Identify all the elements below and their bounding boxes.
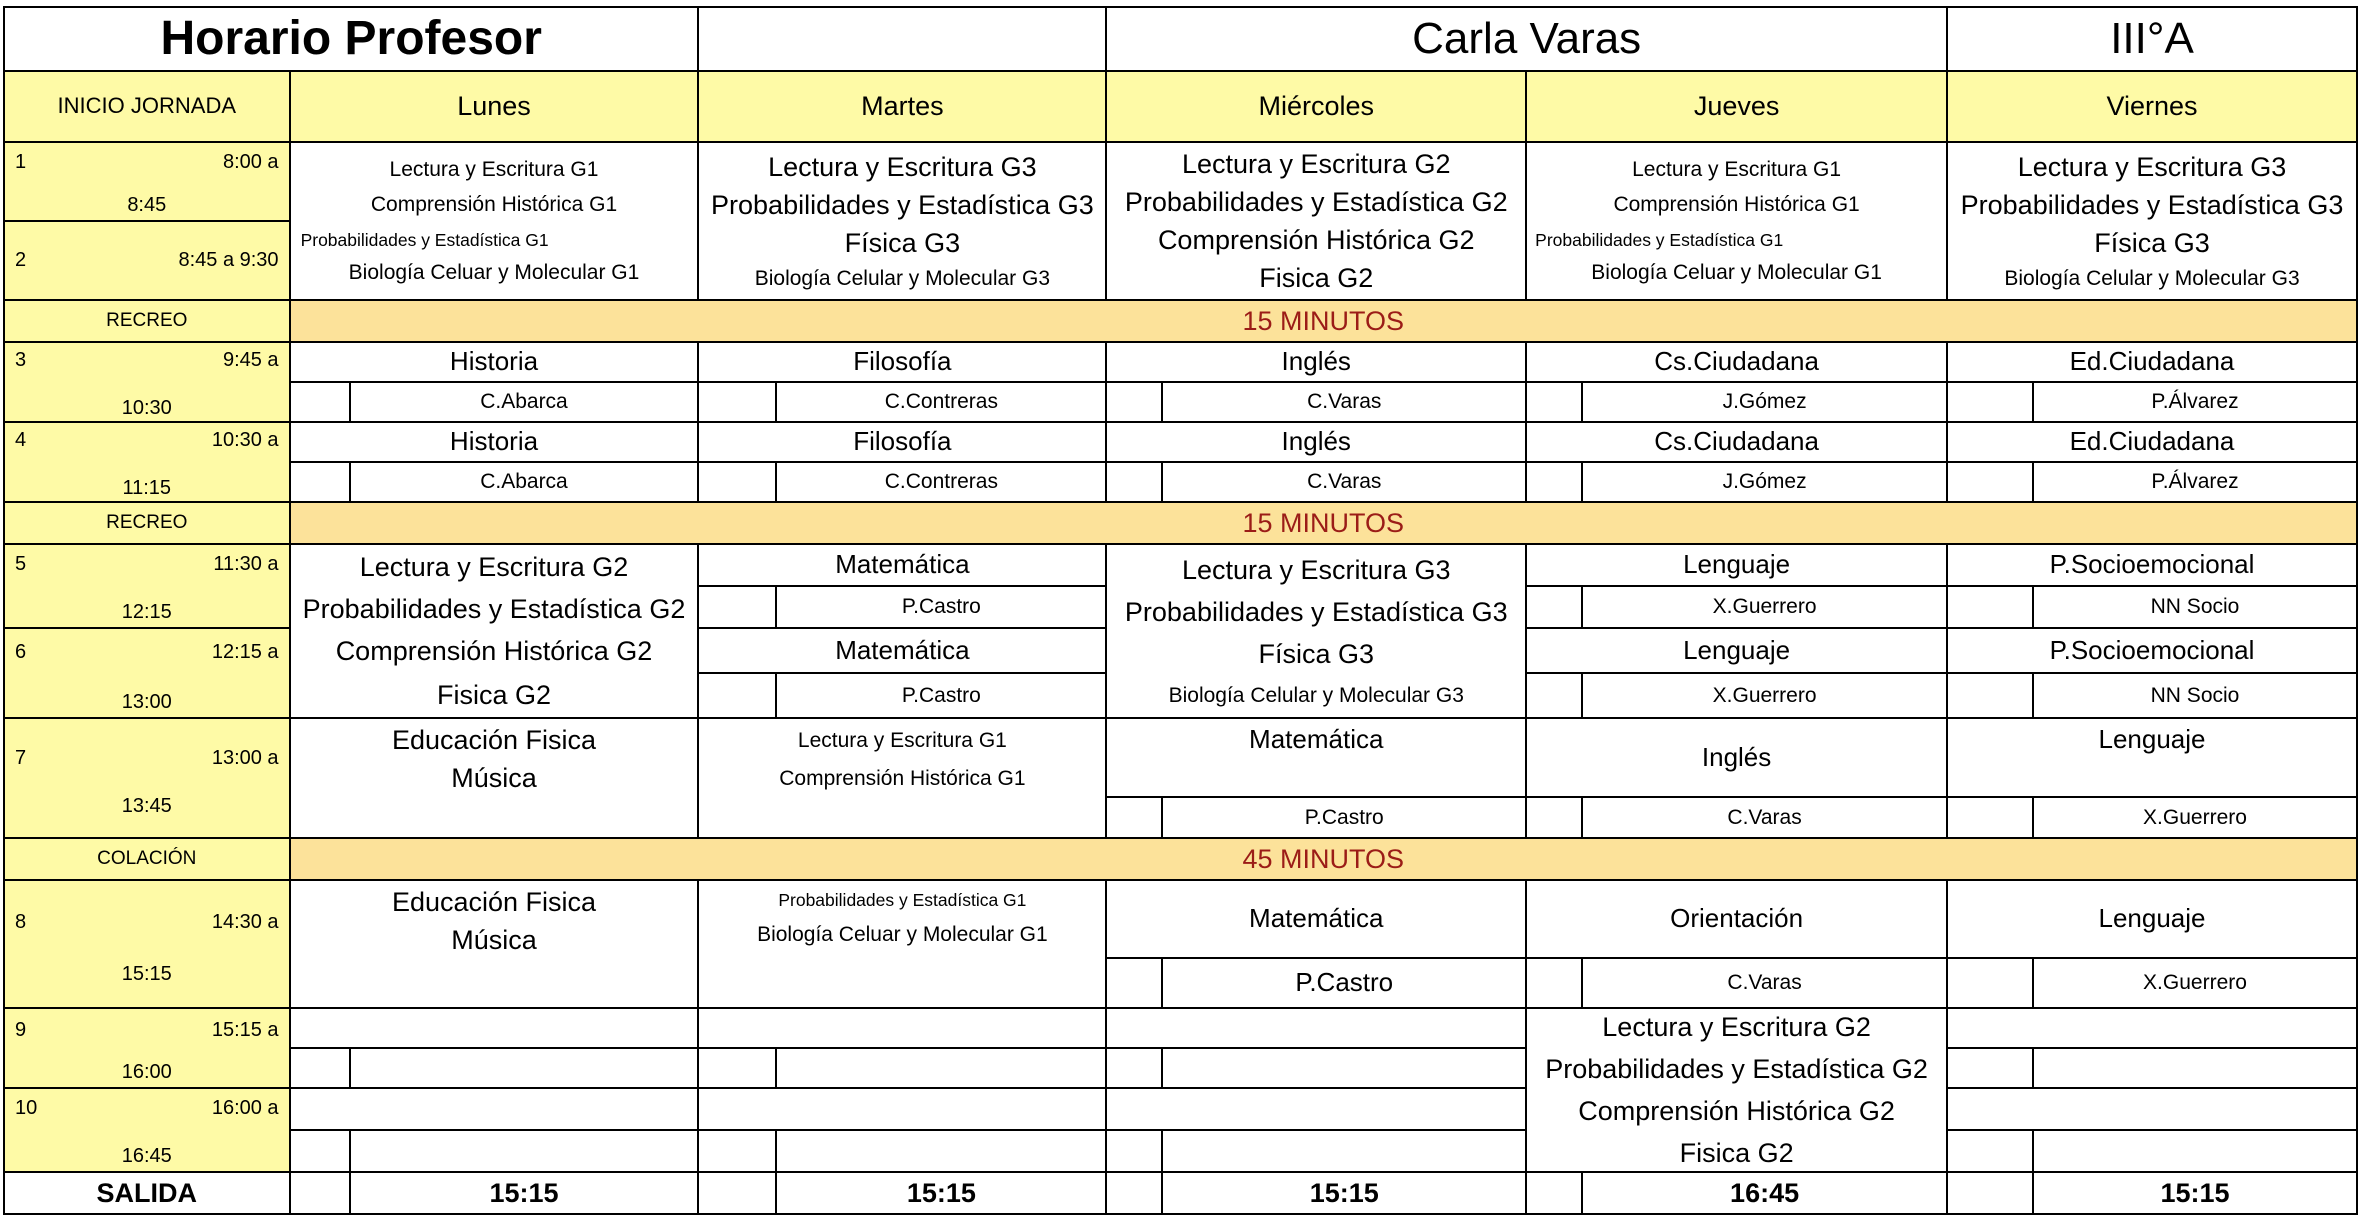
blank-cell [698,673,776,718]
day-thursday: Jueves [1526,71,1947,142]
class-line: Probabilidades y Estadística G2 [302,593,686,624]
class-line: Lectura y Escritura G3 [1181,554,1451,585]
class-line: Música [451,925,537,956]
blank-cell [698,1048,776,1088]
slot-wed-block1 [1106,142,1526,300]
blank-cell [1526,382,1582,422]
subject-cell: Lenguaje [1947,718,2357,797]
teacher-cell: P.Álvarez [2033,382,2357,422]
blank-cell [1106,797,1162,838]
subject-cell: Historia [290,342,699,382]
teacher-name: Carla Varas [1106,7,1947,71]
blank-cell [1947,1172,2033,1214]
slot-thu-block910 [1526,1008,1947,1172]
subject-cell: Filosofía [698,342,1106,382]
teacher-cell: J.Gómez [1582,382,1947,422]
class-line: Física G3 [844,228,961,259]
exit-time: 16:45 [1582,1172,1947,1214]
teacher-cell: X.Guerrero [2033,958,2357,1008]
page-title: Horario Profesor [4,7,698,71]
period-number: 2 [15,249,27,272]
blank-cell [776,1048,1106,1088]
blank-cell [698,1172,776,1214]
period-5-cell [4,544,290,628]
teacher-cell: NN Socio [2033,586,2357,628]
blank-cell [698,7,1106,71]
subject-cell: Inglés [1106,422,1526,462]
subject-cell: Orientación [1526,880,1947,958]
blank-cell [1526,673,1582,718]
exit-time: 15:15 [2033,1172,2357,1214]
blank-cell [1162,1048,1526,1088]
subject-cell: Inglés [1106,342,1526,382]
blank-cell [1947,1088,2357,1130]
day-wednesday: Miércoles [1106,71,1526,142]
blank-cell [1106,1008,1526,1048]
slot-wed-block56 [1106,544,1526,718]
period-1-cell [4,142,290,221]
period-number: 4 [15,429,27,451]
teacher-cell: C.Varas [1582,958,1947,1008]
class-line: Educación Fisica [391,725,597,755]
class-line: Comprensión Histórica G1 [370,193,618,217]
subject-cell: Matemática [1106,880,1526,958]
blank-cell [1162,1130,1526,1172]
period-6-cell [4,628,290,718]
period-number: 9 [15,1019,27,1041]
day-monday: Lunes [290,71,699,142]
subject-cell: Matemática [698,628,1106,673]
blank-cell [1947,673,2033,718]
period-start: 8:00 a [222,151,279,173]
period-10-cell [4,1088,290,1172]
teacher-cell: P.Castro [776,586,1106,628]
subject-cell: Filosofía [698,422,1106,462]
class-line: Comprensión Histórica G2 [1578,1096,1895,1126]
subject-cell: P.Socioemocional [1947,628,2357,673]
subject-cell: Cs.Ciudadana [1526,342,1947,382]
exit-time: 15:15 [1162,1172,1526,1214]
slot-tue-block1 [698,142,1106,300]
blank-cell [698,586,776,628]
blank-cell [1106,382,1162,422]
period-number: 6 [15,641,27,663]
exit-time: 15:15 [776,1172,1106,1214]
period-start: 15:15 a [211,1019,279,1041]
period-number: 5 [15,553,27,575]
slot-mon-p7 [290,718,699,838]
class-line: Probabilidades y Estadística G3 [711,190,1094,221]
start-label: INICIO JORNADA [4,71,290,142]
blank-cell [1947,586,2033,628]
class-line: Lectura y Escritura G2 [1602,1011,1871,1042]
slot-fri-block1 [1947,142,2357,300]
exit-label: SALIDA [4,1172,290,1214]
class-line: Probabilidades y Estadística G2 [1124,186,1508,217]
subject-cell: Lenguaje [1526,628,1947,673]
period-3-cell [4,342,290,422]
period-end: 8:45 [127,193,167,216]
blank-cell [1526,586,1582,628]
subject-cell: Cs.Ciudadana [1526,422,1947,462]
class-label: III°A [1947,7,2357,71]
period-4-cell [4,422,290,502]
class-line: Probabilidades y Estadística G3 [1960,190,2344,221]
teacher-cell: C.Varas [1162,382,1526,422]
teacher-cell: P.Castro [1162,958,1526,1008]
blank-cell [1106,462,1162,502]
teacher-cell: NN Socio [2033,673,2357,718]
teacher-cell: P.Castro [1162,797,1526,838]
class-line: Fisica G2 [1679,1138,1794,1169]
period-end: 13:45 [121,794,172,817]
class-line: Probabilidades y Estadística G1 [778,890,1027,910]
class-line: Probabilidades y Estadística G1 [300,229,549,250]
class-line: Lectura y Escritura G2 [1181,148,1451,179]
class-line: Comprensión Histórica G2 [1157,225,1475,255]
period-start: 12:15 a [211,641,279,663]
break-duration: 45 MINUTOS [290,838,2357,880]
class-line: Biología Celuar y Molecular G1 [757,922,1048,946]
subject-cell: Historia [290,422,699,462]
period-number: 8 [15,911,27,933]
blank-cell [698,1088,1106,1130]
period-start: 9:45 a [222,349,279,371]
blank-cell [1106,1172,1162,1214]
blank-cell [1947,1048,2033,1088]
period-end: 16:00 [121,1060,172,1083]
period-number: 7 [15,747,27,769]
period-end: 16:45 [121,1144,172,1167]
slot-tue-p8 [698,880,1106,1008]
period-number: 1 [15,151,27,173]
class-line: Probabilidades y Estadística G2 [1545,1053,1928,1084]
class-line: Música [451,763,537,794]
blank-cell [698,462,776,502]
subject-cell: Matemática [1106,718,1526,797]
blank-cell [776,1130,1106,1172]
exit-time: 15:15 [350,1172,699,1214]
teacher-cell: C.Varas [1162,462,1526,502]
period-start: 13:00 a [211,747,279,769]
subject-cell: Inglés [1526,718,1947,797]
blank-cell [290,462,350,502]
teacher-cell: C.Contreras [776,382,1106,422]
period-end: 12:15 [121,600,172,623]
class-line: Lectura y Escritura G1 [389,157,599,181]
blank-cell [1106,1048,1162,1088]
day-friday: Viernes [1947,71,2357,142]
teacher-cell: C.Abarca [350,462,699,502]
period-end: 11:15 [122,476,172,499]
subject-cell: Lenguaje [1526,544,1947,586]
blank-cell [1526,958,1582,1008]
break-label: RECREO [4,502,290,544]
blank-cell [1947,958,2033,1008]
blank-cell [1947,797,2033,838]
class-line: Lectura y Escritura G1 [797,729,1007,752]
blank-cell [1526,1172,1582,1214]
class-line: Comprensión Histórica G2 [335,636,653,666]
blank-cell [2033,1048,2357,1088]
break-label: RECREO [4,300,290,342]
period-9-cell [4,1008,290,1088]
class-line: Probabilidades y Estadística G1 [1535,229,1784,250]
class-line: Lectura y Escritura G1 [1632,157,1842,181]
class-line: Fisica G2 [436,680,552,711]
blank-cell [1947,1130,2033,1172]
day-tuesday: Martes [698,71,1106,142]
period-number: 10 [15,1097,38,1119]
slot-thu-block1 [1526,142,1947,300]
class-line: Biología Celuar y Molecular G1 [348,260,640,284]
period-8-cell [4,880,290,1008]
teacher-cell: X.Guerrero [2033,797,2357,838]
blank-cell [290,1008,699,1048]
teacher-cell: C.Abarca [350,382,699,422]
class-line: Biología Celuar y Molecular G1 [1591,260,1882,284]
blank-cell [290,1088,699,1130]
subject-cell: Ed.Ciudadana [1947,422,2357,462]
teacher-cell: C.Varas [1582,797,1947,838]
teacher-cell: X.Guerrero [1582,673,1947,718]
blank-cell [350,1130,699,1172]
blank-cell [698,382,776,422]
blank-cell [1106,1130,1162,1172]
blank-cell [1106,1088,1526,1130]
class-line: Fisica G2 [1259,263,1374,294]
break-label: COLACIÓN [4,838,290,880]
blank-cell [1947,462,2033,502]
period-end: 13:00 [121,690,172,713]
subject-cell: Matemática [698,544,1106,586]
slot-mon-block56 [290,544,699,718]
schedule-table [3,6,2358,1215]
blank-cell [1526,797,1582,838]
period-start: 10:30 a [211,429,279,451]
blank-cell [1947,382,2033,422]
slot-mon-block1 [290,142,699,300]
period-end: 10:30 [121,396,172,419]
class-line: Física G3 [2094,228,2210,259]
blank-cell [290,1130,350,1172]
subject-cell: Ed.Ciudadana [1947,342,2357,382]
blank-cell [350,1048,699,1088]
slot-tue-p7 [698,718,1106,838]
teacher-cell: J.Gómez [1582,462,1947,502]
class-line: Biología Celular y Molecular G3 [1168,683,1464,707]
period-start: 11:30 a [213,553,279,575]
period-start: 14:30 a [211,911,279,933]
period-number: 3 [15,349,27,371]
teacher-cell: P.Castro [776,673,1106,718]
class-line: Comprensión Histórica G1 [779,766,1026,790]
break-duration: 15 MINUTOS [290,502,2357,544]
blank-cell [290,1048,350,1088]
blank-cell [698,1130,776,1172]
slot-mon-p8 [290,880,699,1008]
class-line: Probabilidades y Estadística G3 [1124,597,1508,628]
class-line: Lectura y Escritura G3 [2017,151,2287,182]
blank-cell [698,1008,1106,1048]
blank-cell [2033,1130,2357,1172]
subject-cell: P.Socioemocional [1947,544,2357,586]
subject-cell: Lenguaje [1947,880,2357,958]
class-line: Lectura y Escritura G2 [359,551,629,582]
blank-cell [1947,1008,2357,1048]
period-time: 8:45 a 9:30 [178,249,279,272]
blank-cell [290,1172,350,1214]
class-line: Educación Fisica [391,887,597,917]
class-line: Comprensión Histórica G1 [1613,193,1860,217]
period-start: 16:00 a [211,1097,279,1119]
blank-cell [1526,462,1582,502]
teacher-cell: C.Contreras [776,462,1106,502]
teacher-cell: X.Guerrero [1582,586,1947,628]
teacher-cell: P.Álvarez [2033,462,2357,502]
period-end: 15:15 [121,962,172,985]
class-line: Física G3 [1258,639,1375,670]
period-7-cell [4,718,290,838]
class-line: Biología Celular y Molecular G3 [754,266,1051,290]
class-line: Biología Celular y Molecular G3 [2004,266,2300,290]
blank-cell [1106,958,1162,1008]
class-line: Lectura y Escritura G3 [768,151,1037,182]
period-2-cell [4,221,290,300]
blank-cell [290,382,350,422]
break-duration: 15 MINUTOS [290,300,2357,342]
